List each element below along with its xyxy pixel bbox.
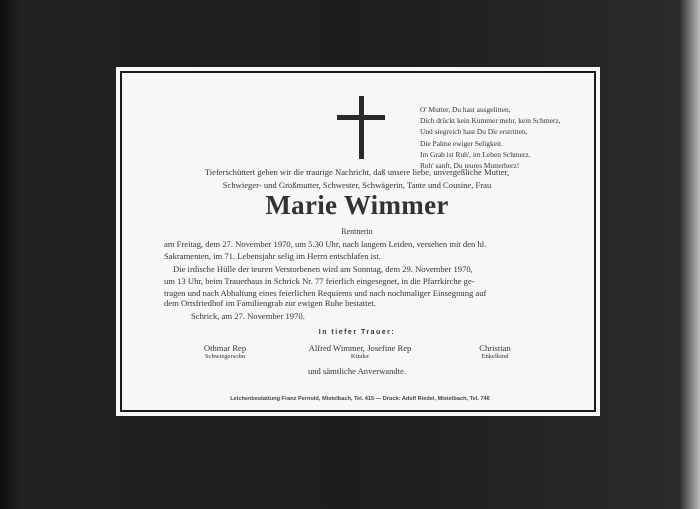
poem-line: Dich drückt kein Kummer mehr, kein Schmerz,: [420, 116, 561, 126]
intro-line: Tieferschüttert geben wir die traurige Nachricht, daß unsere liebe, unvergeßliche Mutter,: [204, 167, 510, 177]
mourner-name: Alfred Wimmer, Josefine Rep: [308, 343, 412, 353]
deceased-profession: Rentnerin: [341, 227, 373, 236]
intro-line: Schwieger- und Großmutter, Schwester, Schwägerin, Tante und Cousine, Frau: [222, 180, 492, 190]
mourner: [183, 343, 267, 360]
poem-line: Ruh' sanft, Du teures Mutterherz!: [420, 160, 520, 170]
mourner: [290, 343, 430, 360]
relatives-line: und sämtliche Anverwandte.: [307, 366, 407, 376]
mourner-relation: Schwiegersohn: [204, 353, 246, 360]
death-paragraph-line: am Freitag, dem 27. November 1970, um 5.30 Uhr, nach langem Leiden, versehen mit den hl.: [164, 239, 487, 249]
cross-icon: [359, 96, 364, 159]
poem: [420, 104, 561, 171]
mourner-name: Christian: [479, 343, 511, 353]
poem-line: Die Palme ewiger Seligkeit.: [420, 138, 503, 148]
mourner-name: Othmar Rep: [203, 343, 247, 353]
poem-line: Im Grab ist Ruh', im Leben Schmerz.: [420, 149, 531, 159]
burial-paragraph-line: dem Ortsfriedhof im Familiengrab zur ewigen Ruhe bestattet.: [164, 298, 376, 308]
poem-line: O' Mutter, Du hast ausgelitten,: [420, 105, 511, 114]
poem-line: Und siegreich hast Du Dir erstritten,: [420, 127, 528, 137]
mourning-heading: In tiefer Trauer:: [318, 329, 396, 336]
mourner-relation: Kinder: [350, 353, 370, 360]
burial-paragraph-line: tragen und nach Abhaltung eines feierlichen Requiems und nach nochmaliger Einsegnung auf: [164, 288, 487, 298]
burial-paragraph-line: um 13 Uhr, beim Trauerhaus in Schrick Nr. 77 feierlich eingesegnet, in die Pfarrkirche ge-: [164, 276, 475, 286]
death-paragraph-line: Sakramenten, im 71. Lebensjahr selig im Herrn entschlafen ist.: [164, 251, 381, 261]
place-date: Schrick, am 27. November 1970.: [191, 311, 305, 321]
mourner-relation: Enkelkind: [481, 353, 509, 360]
burial-paragraph-line: Die irdische Hülle der teuren Verstorbenen wird am Sonntag, dem 29. November 1970,: [173, 264, 473, 274]
printer-footer: Leichenbestattung Franz Pernold, Mistelbach, Tel. 415 — Druck: Adolf Riedel, Mistelbach, Tel. 746: [230, 396, 490, 402]
deceased-name: Marie Wimmer: [265, 190, 449, 220]
mourner: [460, 343, 530, 360]
cross-icon-bar: [337, 115, 385, 120]
